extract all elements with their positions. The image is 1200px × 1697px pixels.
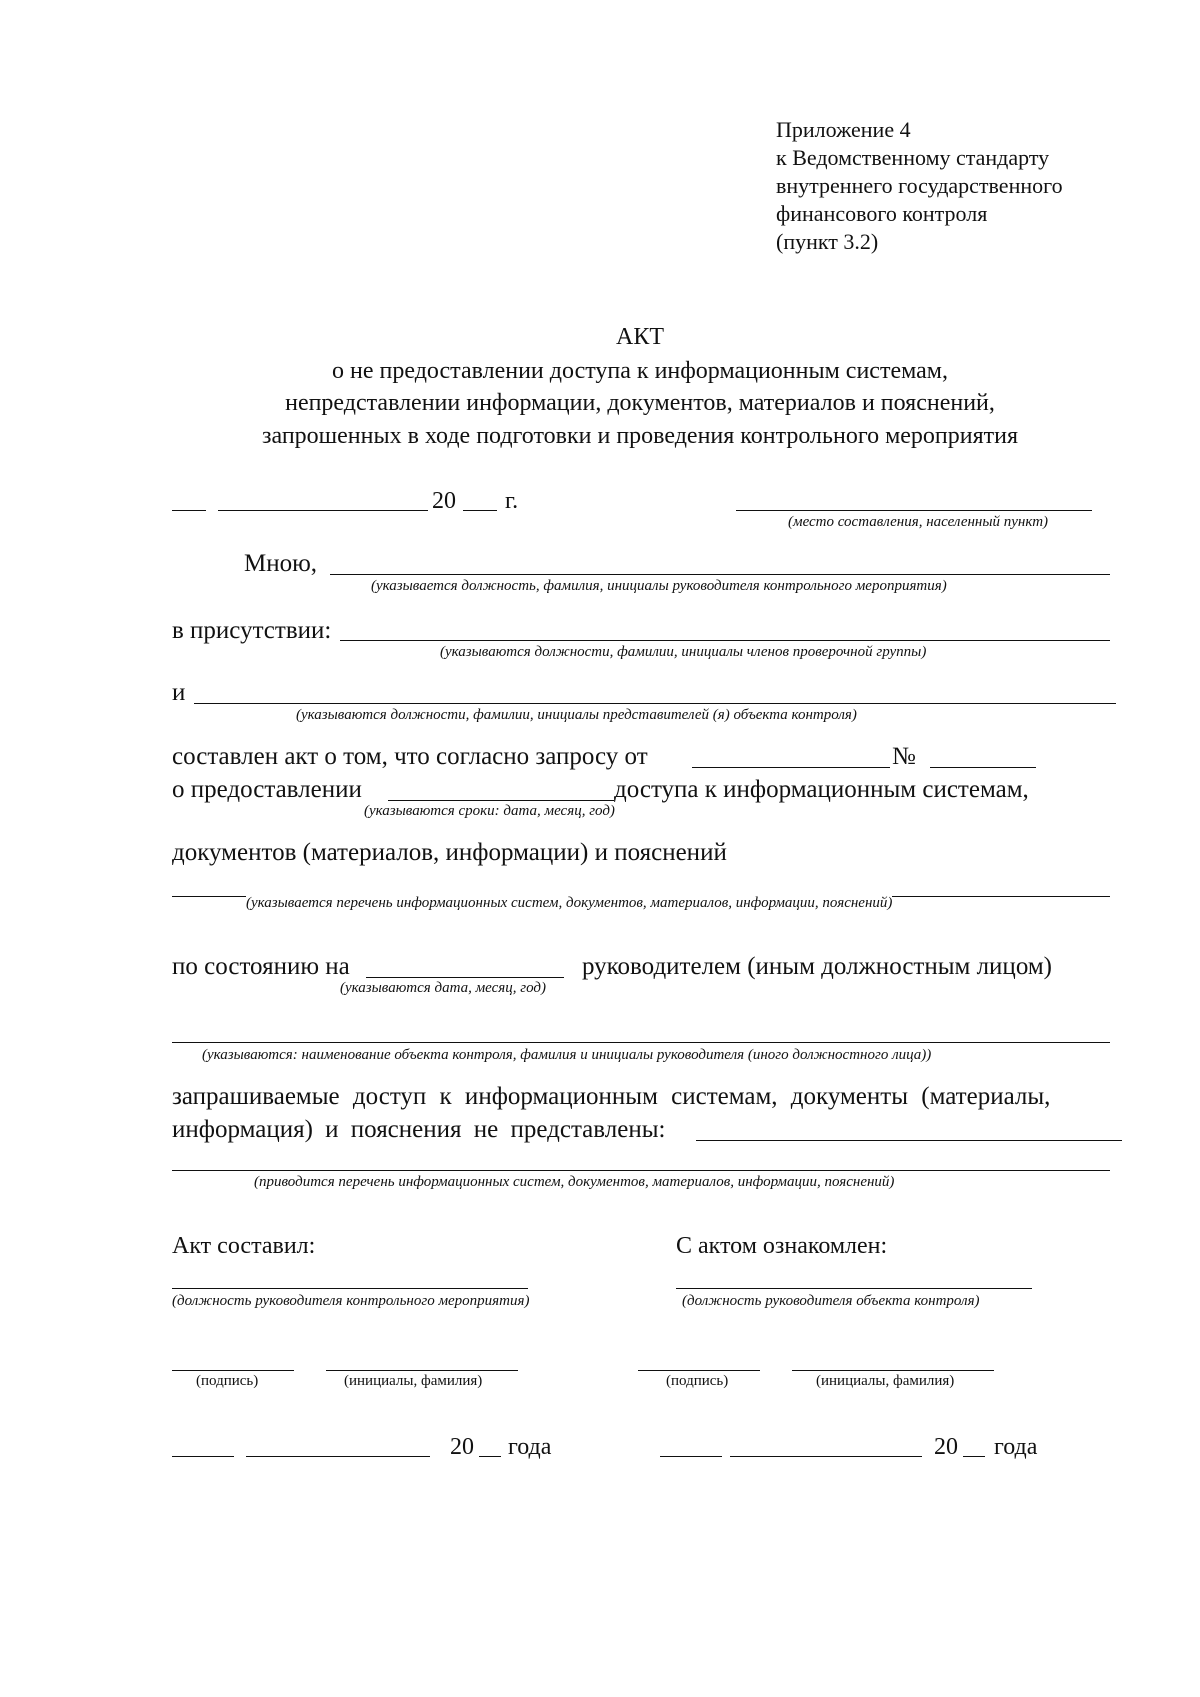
presence-label: в присутствии: — [172, 617, 332, 644]
date-month-line[interactable] — [218, 510, 428, 511]
right-signature-caption: (подпись) — [666, 1373, 729, 1389]
appendix-line-2: к Ведомственному стандарту — [776, 145, 1050, 170]
by-me-label: Мною, — [244, 550, 318, 577]
place-line[interactable] — [736, 510, 1092, 511]
left-position-caption: (должность руководителя контрольного мероприятия) — [172, 1293, 530, 1309]
requested-list-line[interactable] — [172, 1170, 1110, 1171]
place-caption: (место составления, населенный пункт) — [788, 514, 1049, 530]
request-number-sign: № — [892, 743, 916, 770]
state-date-line[interactable] — [366, 977, 564, 978]
right-date-month-line[interactable] — [730, 1456, 922, 1457]
appendix-line-3: внутреннего государственного — [776, 173, 1063, 198]
act-title: АКТ — [616, 324, 664, 350]
date-year-suffix: г. — [505, 488, 519, 514]
right-name-line[interactable] — [792, 1370, 994, 1371]
request-line-1-text: составлен акт о том, что согласно запросу от — [172, 743, 648, 770]
appendix-line-5: (пункт 3.2) — [776, 229, 879, 254]
left-date-month-line[interactable] — [246, 1456, 430, 1457]
right-position-caption: (должность руководителя объекта контроля) — [682, 1293, 980, 1309]
state-date-caption: (указываются дата, месяц, год) — [340, 980, 547, 996]
appendix-line-4: финансового контроля — [776, 201, 988, 226]
left-date-day-line[interactable] — [172, 1456, 234, 1457]
documents-label: документов (материалов, информации) и пояснений — [172, 839, 727, 866]
presence-caption: (указываются должности, фамилии, инициалы членов проверочной группы) — [440, 644, 927, 660]
right-signature-heading: С актом ознакомлен: — [676, 1233, 888, 1259]
request-line-2-suffix: доступа к информационным системам, — [614, 776, 1029, 803]
request-terms-line[interactable] — [388, 800, 614, 801]
right-date-year-suffix: года — [994, 1434, 1038, 1460]
request-date-line[interactable] — [692, 767, 890, 768]
act-subtitle-line-2: непредставлении информации, документов, материалов и пояснений, — [285, 390, 995, 416]
right-date-day-line[interactable] — [660, 1456, 722, 1457]
state-prefix: по состоянию на — [172, 953, 350, 980]
right-date-year-prefix: 20 — [934, 1434, 958, 1460]
requested-inline-line[interactable] — [696, 1140, 1122, 1141]
requested-caption: (приводится перечень информационных систем, документов, материалов, информации, пояснений) — [254, 1174, 895, 1190]
requested-line-1: запрашиваемые доступ к информационным системам, документы (материалы, — [172, 1083, 1051, 1110]
right-signature-line[interactable] — [638, 1370, 760, 1371]
left-signature-line[interactable] — [172, 1370, 294, 1371]
appendix-line-1: Приложение 4 — [776, 117, 911, 142]
left-date-year-prefix: 20 — [450, 1434, 474, 1460]
left-position-line[interactable] — [172, 1288, 528, 1289]
right-position-line[interactable] — [676, 1288, 1032, 1289]
state-object-caption: (указываются: наименование объекта контроля, фамилия и инициалы руководителя (иного должностного лица)) — [202, 1047, 932, 1063]
left-name-caption: (инициалы, фамилия) — [344, 1373, 483, 1389]
date-day-line[interactable] — [172, 510, 206, 511]
left-name-line[interactable] — [326, 1370, 518, 1371]
state-suffix: руководителем (иным должностным лицом) — [582, 953, 1052, 980]
and-label: и — [172, 679, 186, 706]
state-object-line[interactable] — [172, 1042, 1110, 1043]
requested-line-2: информация) и пояснения не представлены: — [172, 1116, 666, 1143]
date-year-line[interactable] — [463, 510, 497, 511]
left-date-year-suffix: года — [508, 1434, 552, 1460]
act-subtitle-line-1: о не предоставлении доступа к информационным системам, — [332, 358, 948, 384]
left-signature-heading: Акт составил: — [172, 1233, 316, 1259]
request-terms-caption: (указываются сроки: дата, месяц, год) — [364, 803, 615, 819]
right-date-year-line[interactable] — [963, 1456, 985, 1457]
presence-line[interactable] — [340, 640, 1110, 641]
and-line[interactable] — [194, 703, 1116, 704]
date-year-prefix: 20 — [432, 488, 456, 514]
request-number-line[interactable] — [930, 767, 1036, 768]
by-me-caption: (указывается должность, фамилия, инициалы руководителя контрольного мероприятия) — [371, 578, 947, 594]
by-me-line[interactable] — [330, 574, 1110, 575]
request-line-2-prefix: о предоставлении — [172, 776, 362, 803]
act-subtitle-line-3: запрошенных в ходе подготовки и проведения контрольного мероприятия — [262, 423, 1018, 449]
right-name-caption: (инициалы, фамилия) — [816, 1373, 955, 1389]
left-signature-caption: (подпись) — [196, 1373, 259, 1389]
documents-caption: (указывается перечень информационных систем, документов, материалов, информации, пояснений) — [246, 895, 893, 911]
left-date-year-line[interactable] — [479, 1456, 501, 1457]
and-caption: (указываются должности, фамилии, инициалы представителей (я) объекта контроля) — [296, 707, 857, 723]
